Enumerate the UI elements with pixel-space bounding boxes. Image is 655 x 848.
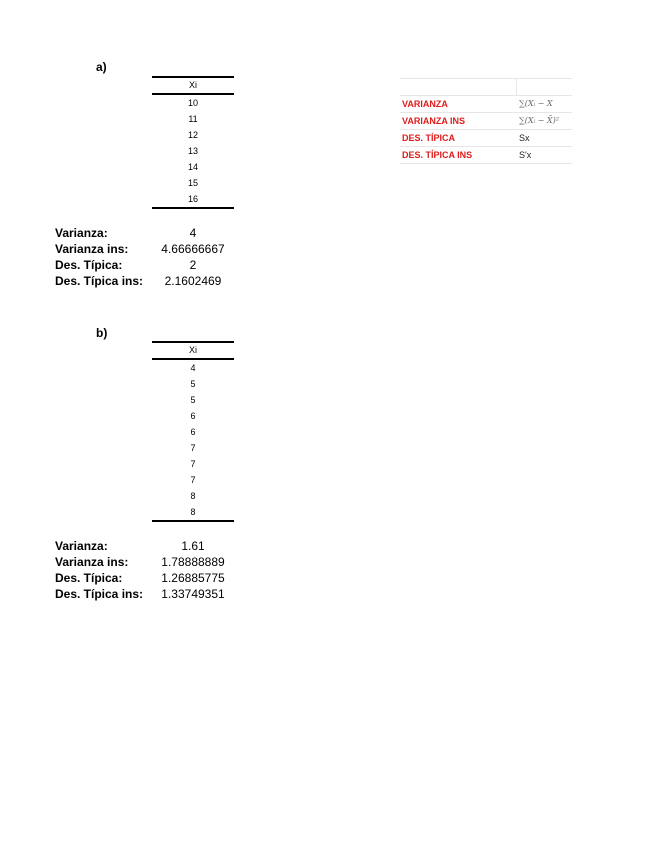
table-a-cell: 15 (187, 178, 198, 188)
legend-formula: ∑(Xᵢ − X̄)² (519, 116, 559, 125)
stat-value-des-tipica-ins: 2.1602469 (164, 274, 222, 288)
table-a-cell: 16 (187, 194, 198, 204)
legend-row-varianza (400, 96, 572, 113)
stat-value-des-tipica: 1.26885775 (161, 571, 225, 585)
table-a-body (152, 95, 234, 207)
table-b-cell: 5 (190, 379, 196, 389)
table-b-cell: 7 (190, 443, 196, 453)
table-b-cell: 7 (190, 459, 196, 469)
stat-value-des-tipica: 2 (189, 258, 197, 272)
table-b-cell: 7 (190, 475, 196, 485)
stat-label-des-tipica: Des. Típica: (55, 571, 123, 585)
legend-row-varianza-ins (400, 113, 572, 130)
legend-term: DES. TÍPICA (402, 133, 456, 143)
table-a-header: Xi (152, 76, 234, 95)
stat-label-des-tipica: Des. Típica: (55, 258, 123, 272)
table-b-cell: 8 (190, 491, 196, 501)
legend-table (400, 78, 572, 164)
table-a (152, 76, 234, 209)
legend-formula: ∑(Xᵢ − X (519, 99, 553, 108)
table-b-cell: 8 (190, 507, 196, 517)
stat-label-varianza-ins: Varianza ins: (55, 555, 129, 569)
table-b-cell: 6 (190, 427, 196, 437)
table-b-bottom-rule (152, 520, 234, 522)
legend-term: VARIANZA INS (402, 116, 465, 126)
stat-label-varianza: Varianza: (55, 539, 108, 553)
table-b-cell: 4 (190, 363, 196, 373)
legend-row-des-tipica-ins (400, 147, 572, 164)
table-a-cell: 11 (188, 114, 198, 124)
legend-blank-row (400, 78, 572, 96)
table-b-header: Xi (152, 341, 234, 360)
stat-label-des-tipica-ins: Des. Típica ins: (55, 587, 144, 601)
stat-value-varianza-ins: 4.66666667 (161, 242, 225, 256)
table-b-cell: 5 (190, 395, 196, 405)
table-a-cell: 13 (187, 146, 198, 156)
stat-value-varianza-ins: 1.78888889 (161, 555, 225, 569)
legend-symbol: S'x (519, 150, 532, 160)
stat-value-des-tipica-ins: 1.33749351 (161, 587, 225, 601)
legend-term: VARIANZA (402, 99, 448, 109)
table-b-body (152, 360, 234, 520)
stat-value-varianza: 1.61 (181, 539, 205, 553)
section-b-label: b) (96, 326, 108, 340)
stat-label-des-tipica-ins: Des. Típica ins: (55, 274, 144, 288)
table-a-cell: 14 (187, 162, 198, 172)
legend-symbol: Sx (519, 133, 530, 143)
section-a-label: a) (96, 60, 107, 74)
stat-label-varianza-ins: Varianza ins: (55, 242, 129, 256)
table-b (152, 341, 234, 522)
table-a-bottom-rule (152, 207, 234, 209)
stat-value-varianza: 4 (189, 226, 197, 240)
table-a-cell: 12 (187, 130, 198, 140)
stat-label-varianza: Varianza: (55, 226, 108, 240)
legend-row-des-tipica (400, 130, 572, 147)
legend-term: DES. TÍPICA INS (402, 150, 473, 160)
table-b-cell: 6 (190, 411, 196, 421)
table-a-cell: 10 (187, 98, 198, 108)
